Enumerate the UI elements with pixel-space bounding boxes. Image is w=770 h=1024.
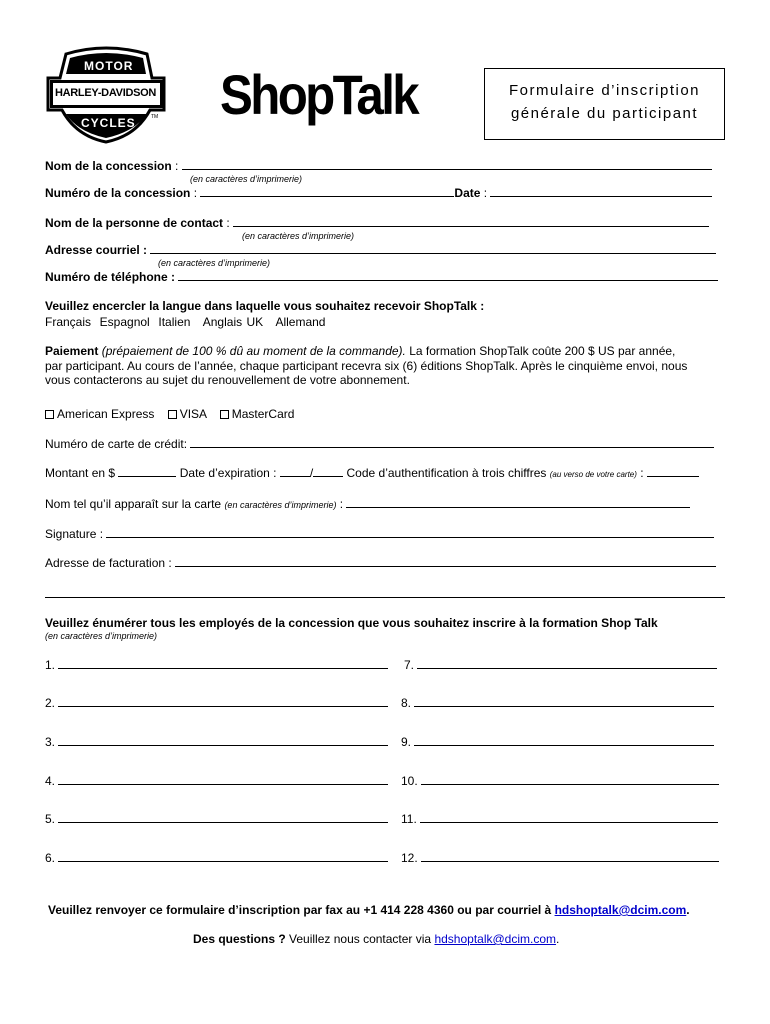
contact-label: Nom de la personne de contact bbox=[45, 216, 224, 230]
signature-field[interactable] bbox=[106, 528, 714, 538]
employee-field-7[interactable] bbox=[417, 659, 717, 669]
return-instructions bbox=[48, 903, 690, 917]
return-text: Veuillez renvoyer ce formulaire d’inscription par fax au +1 414 228 4360 ou par courriel à bbox=[48, 903, 555, 917]
employee-field-5[interactable] bbox=[58, 813, 388, 823]
employee-row-12 bbox=[401, 851, 719, 865]
expiry-year-field[interactable] bbox=[313, 467, 343, 477]
questions-text: Veuillez nous contacter via bbox=[285, 932, 435, 946]
mastercard-checkbox[interactable] bbox=[220, 410, 229, 419]
employee-field-10[interactable] bbox=[421, 775, 719, 785]
employee-field-3[interactable] bbox=[58, 736, 388, 746]
employee-field-2[interactable] bbox=[58, 697, 388, 707]
employee-row-10 bbox=[401, 774, 719, 788]
employee-row-1 bbox=[45, 658, 388, 672]
employee-num-5: 5. bbox=[45, 812, 56, 826]
dealer-name-field[interactable] bbox=[182, 160, 712, 170]
form-title-line2: générale du participant bbox=[510, 105, 699, 122]
auth-code-label: Code d’authentification à trois chiffres bbox=[346, 466, 547, 480]
employee-row-3 bbox=[45, 735, 388, 749]
amount-field[interactable] bbox=[118, 467, 176, 477]
card-number-label: Numéro de carte de crédit: bbox=[45, 437, 188, 451]
employee-field-4[interactable] bbox=[58, 775, 388, 785]
employee-num-10: 10. bbox=[401, 774, 418, 788]
signature-row bbox=[45, 527, 714, 541]
payment-line1 bbox=[45, 344, 675, 358]
billing-row bbox=[45, 556, 716, 570]
phone-field[interactable] bbox=[178, 271, 718, 281]
harley-davidson-logo bbox=[44, 44, 169, 144]
employee-num-8: 8. bbox=[401, 696, 412, 710]
employee-num-9: 9. bbox=[401, 735, 412, 749]
signature-label: Signature : bbox=[45, 527, 104, 541]
employee-field-11[interactable] bbox=[420, 813, 718, 823]
employee-num-12: 12. bbox=[401, 851, 418, 865]
email-field[interactable] bbox=[150, 244, 716, 254]
dealer-name-note: (en caractères d’imprimerie) bbox=[190, 174, 303, 184]
date-label: Date bbox=[454, 186, 481, 200]
employee-num-2: 2. bbox=[45, 696, 56, 710]
employee-num-7: 7. bbox=[404, 658, 415, 672]
email-row bbox=[45, 243, 716, 257]
email-note: (en caractères d’imprimerie) bbox=[158, 258, 271, 268]
questions-email-link[interactable]: hdshoptalk@dcim.com bbox=[434, 932, 557, 946]
name-on-card-note: (en caractères d’imprimerie) bbox=[224, 500, 337, 510]
employee-row-7 bbox=[404, 658, 717, 672]
billing-label: Adresse de facturation : bbox=[45, 556, 172, 570]
employee-row-2 bbox=[45, 696, 388, 710]
logo-motor-text: MOTOR bbox=[84, 59, 134, 73]
dealer-name-label: Nom de la concession bbox=[45, 159, 172, 173]
shoptalk-wordmark: ShopTalk bbox=[220, 63, 418, 126]
return-period: . bbox=[686, 903, 690, 917]
payment-label: Paiement bbox=[45, 344, 99, 358]
contact-row: Nom de la personne de contact : bbox=[45, 216, 709, 230]
auth-code-note: (au verso de votre carte) bbox=[549, 470, 637, 479]
card-type-row bbox=[45, 407, 294, 421]
questions-line bbox=[193, 932, 559, 946]
employees-heading: Veuillez énumérer tous les employés de la concession que vous souhaitez inscrire à la formation Shop Talk bbox=[45, 616, 658, 630]
dealer-name-row: Nom de la concession : bbox=[45, 159, 712, 173]
email-label: Adresse courriel : bbox=[45, 243, 148, 257]
language-options[interactable]: Français Espagnol Italien Anglais UK Allemand bbox=[45, 315, 326, 329]
date-field[interactable] bbox=[490, 187, 712, 197]
expiry-month-field[interactable] bbox=[280, 467, 310, 477]
mastercard-label: MasterCard bbox=[231, 407, 295, 421]
card-number-field[interactable] bbox=[190, 438, 714, 448]
return-email-link[interactable]: hdshoptalk@dcim.com bbox=[554, 903, 687, 917]
payment-note: (prépaiement de 100 % dû au moment de la commande). bbox=[101, 344, 406, 358]
employee-row-5 bbox=[45, 812, 388, 826]
auth-code-field[interactable] bbox=[647, 467, 699, 477]
phone-label: Numéro de téléphone : bbox=[45, 270, 176, 284]
visa-checkbox[interactable] bbox=[168, 410, 177, 419]
visa-option[interactable] bbox=[168, 407, 207, 421]
phone-row bbox=[45, 270, 718, 284]
questions-label: Des questions ? bbox=[193, 932, 286, 946]
employee-row-6 bbox=[45, 851, 388, 865]
amex-option[interactable] bbox=[45, 407, 154, 421]
employee-field-12[interactable] bbox=[421, 852, 719, 862]
employees-note: (en caractères d’imprimerie) bbox=[45, 631, 158, 641]
employee-num-6: 6. bbox=[45, 851, 56, 865]
name-on-card-row: Nom tel qu’il apparaît sur la carte (en caractères d’imprimerie) : bbox=[45, 497, 690, 511]
name-on-card-field[interactable] bbox=[346, 498, 690, 508]
employee-field-8[interactable] bbox=[414, 697, 714, 707]
form-title-line1: Formulaire d’inscription bbox=[508, 82, 701, 99]
amex-checkbox[interactable] bbox=[45, 410, 54, 419]
amount-row: Montant en $ Date d’expiration : / Code d’authentification à trois chiffres (au verso de votre carte) : bbox=[45, 466, 699, 480]
contact-field[interactable] bbox=[233, 217, 709, 227]
language-prompt: Veuillez encercler la langue dans laquelle vous souhaitez recevoir ShopTalk : bbox=[45, 299, 485, 313]
employee-num-1: 1. bbox=[45, 658, 56, 672]
payment-text3: vous contacterons au sujet du renouvellement de votre abonnement. bbox=[45, 373, 410, 387]
dealer-number-field[interactable] bbox=[200, 187, 454, 197]
logo-tm-text: TM bbox=[151, 114, 159, 120]
expiry-label: Date d’expiration : bbox=[179, 466, 277, 480]
employee-row-4 bbox=[45, 774, 388, 788]
payment-text1: La formation ShopTalk coûte 200 $ US par année, bbox=[405, 344, 676, 358]
employee-num-3: 3. bbox=[45, 735, 56, 749]
employee-row-11 bbox=[401, 812, 718, 826]
mastercard-option[interactable] bbox=[220, 407, 295, 421]
employee-row-8 bbox=[401, 696, 714, 710]
billing-field[interactable] bbox=[175, 557, 716, 567]
employee-field-9[interactable] bbox=[414, 736, 714, 746]
name-on-card-label: Nom tel qu’il apparaît sur la carte bbox=[45, 497, 222, 511]
dealer-number-row: Numéro de la concession : Date : bbox=[45, 186, 712, 200]
card-number-row bbox=[45, 437, 714, 451]
payment-text2: par participant. Au cours de l’année, chaque participant recevra six (6) éditions ShopTalk. Après le cinquième envoi, nous bbox=[45, 359, 688, 373]
employee-row-9 bbox=[401, 735, 714, 749]
employee-num-11: 11. bbox=[401, 812, 417, 826]
form-title-box bbox=[484, 68, 725, 140]
visa-label: VISA bbox=[179, 407, 207, 421]
billing-field-line2[interactable] bbox=[45, 597, 725, 598]
logo-brand-text: HARLEY-DAVIDSON bbox=[55, 87, 157, 99]
employee-field-6[interactable] bbox=[58, 852, 388, 862]
amex-label: American Express bbox=[57, 407, 155, 421]
employee-num-4: 4. bbox=[45, 774, 56, 788]
dealer-number-label: Numéro de la concession bbox=[45, 186, 191, 200]
employee-field-1[interactable] bbox=[58, 659, 388, 669]
logo-cycles-text: CYCLES bbox=[81, 116, 136, 130]
contact-note: (en caractères d’imprimerie) bbox=[242, 231, 355, 241]
amount-label: Montant en $ bbox=[45, 466, 116, 480]
questions-period: . bbox=[556, 932, 560, 946]
